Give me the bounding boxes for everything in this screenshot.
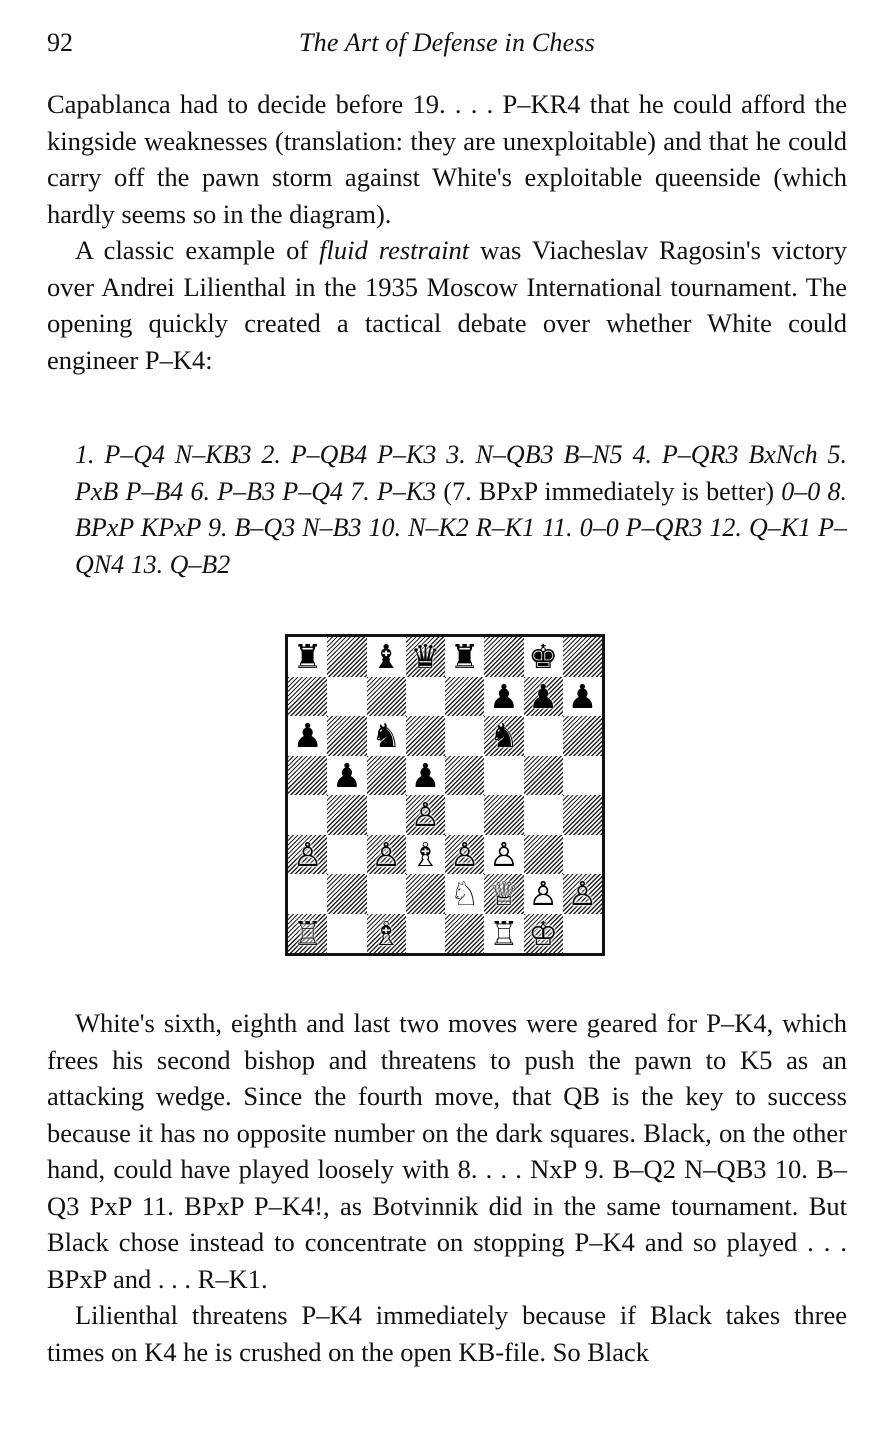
white-pawn-icon: ♙: [371, 834, 401, 874]
fluid-restraint-text-after: was Viacheslav Ragosin's victory over Andrei Lilienthal in the 1935 Moscow International tournament. The opening quickly created a tactical debate over whether White could engineer P–K4:: [47, 235, 847, 375]
square-g3: [524, 835, 563, 875]
black-king-icon: ♚: [528, 637, 558, 677]
square-c3: [367, 835, 406, 875]
black-pawn-icon: ♟: [292, 716, 323, 756]
square-b7: [327, 677, 366, 717]
square-a4: [288, 795, 327, 835]
black-pawn-icon: ♟: [528, 676, 558, 716]
square-a8: [288, 637, 327, 677]
square-g2: [524, 874, 563, 914]
square-c6: [367, 716, 406, 756]
square-g5: [524, 756, 563, 796]
square-d2: [406, 874, 445, 914]
square-f8: [484, 637, 523, 677]
square-a2: [288, 874, 327, 914]
square-d7: [406, 677, 445, 717]
square-c5: [367, 756, 406, 796]
paragraph-capablanca: Capablanca had to decide before 19. . . . P–KR4 that he could afford the kingside weaknesses (translation: they are unexploitable) and that he could carry off the pawn storm against White's exploitable queenside (which hardly seems so in the diagram).: [47, 89, 847, 229]
moves-part-2: 0–0 8. BPxP KPxP 9. B–Q3 N–B3 10. N–K2 R–K1 11. 0–0 P–QR3 12. Q–K1 P–QN4 13. Q–B2: [75, 476, 848, 579]
page-number: 92: [47, 28, 73, 57]
square-g6: [524, 716, 563, 756]
square-h3: [563, 835, 602, 875]
moves-comment: (7. BPxP immediately is better): [436, 476, 782, 506]
square-e8: [445, 637, 484, 677]
square-b4: [327, 795, 366, 835]
black-rook-icon: ♜: [449, 637, 480, 677]
square-d8: [406, 637, 445, 677]
white-pawn-icon: ♙: [489, 834, 519, 874]
square-h7: [563, 677, 602, 717]
moves-part-1: 1. P–Q4 N–KB3 2. P–QB4 P–K3 3. N–QB3 B–N5 4. P–QR3 BxNch 5. PxB P–B4 6. P–B3 P–Q4 7. P–K3: [75, 440, 847, 506]
black-rook-icon: ♜: [292, 637, 323, 677]
square-a7: [288, 677, 327, 717]
square-b8: [327, 637, 366, 677]
square-b2: [327, 874, 366, 914]
white-bishop-icon: ♗: [410, 834, 441, 874]
square-c8: [367, 637, 406, 677]
square-b3: [327, 835, 366, 875]
square-h5: [563, 756, 602, 796]
running-title: The Art of Defense in Chess: [299, 28, 595, 57]
black-bishop-icon: ♝: [371, 637, 401, 677]
black-pawn-icon: ♟: [410, 755, 441, 795]
black-knight-icon: ♞: [489, 716, 519, 756]
square-f2: [484, 874, 523, 914]
square-f5: [484, 756, 523, 796]
square-g8: [524, 637, 563, 677]
paragraph-white-moves: White's sixth, eighth and last two moves were geared for P–K4, which frees his second bishop and threatens to push the pawn to K5 as an attacking wedge. Since the fourth move, that QB is the key to success because it has no opposite number on the dark squares. Black, on the other hand, could have played loosely with 8. . . . NxP 9. B–Q2 N–QB3 10. B–Q3 PxP 11. BPxP P–K4!, as Botvinnik did in the same tournament. But Black chose instead to concentrate on stopping P–K4 and so played . . . BPxP and . . . R–K1.: [47, 1008, 847, 1294]
white-queen-icon: ♕: [489, 874, 519, 914]
game-moves: [75, 437, 847, 583]
square-f7: [484, 677, 523, 717]
square-h8: [563, 637, 602, 677]
square-a5: [288, 756, 327, 796]
white-pawn-icon: ♙: [567, 874, 598, 914]
square-e6: [445, 716, 484, 756]
square-c4: [367, 795, 406, 835]
fluid-restraint-text-before: A classic example of: [75, 235, 320, 265]
text-block-upper: [47, 86, 847, 378]
square-d6: [406, 716, 445, 756]
chess-diagram: [285, 634, 605, 956]
square-h4: [563, 795, 602, 835]
text-block-lower: [47, 1005, 847, 1370]
chess-board: [288, 637, 602, 953]
white-rook-icon: ♖: [292, 913, 323, 953]
square-c1: [367, 914, 406, 954]
white-knight-icon: ♘: [449, 874, 480, 914]
square-c7: [367, 677, 406, 717]
square-e5: [445, 756, 484, 796]
square-h1: [563, 914, 602, 954]
square-b6: [327, 716, 366, 756]
square-h2: [563, 874, 602, 914]
paragraph-fluid-restraint: [47, 232, 847, 378]
square-a6: [288, 716, 327, 756]
square-g1: [524, 914, 563, 954]
square-a3: [288, 835, 327, 875]
square-d1: [406, 914, 445, 954]
square-d5: [406, 756, 445, 796]
square-b1: [327, 914, 366, 954]
white-pawn-icon: ♙: [410, 795, 441, 835]
square-d4: [406, 795, 445, 835]
square-g7: [524, 677, 563, 717]
black-pawn-icon: ♟: [332, 755, 362, 795]
paragraph-lilienthal-threat: Lilienthal threatens P–K4 immediately because if Black takes three times on K4 he is crushed on the open KB-file. So Black: [47, 1300, 847, 1367]
white-pawn-icon: ♙: [292, 834, 323, 874]
black-pawn-icon: ♟: [567, 676, 598, 716]
square-h6: [563, 716, 602, 756]
square-f3: [484, 835, 523, 875]
square-e7: [445, 677, 484, 717]
square-e2: [445, 874, 484, 914]
fluid-restraint-term: fluid restraint: [319, 235, 470, 265]
black-queen-icon: ♛: [410, 637, 441, 677]
square-f1: [484, 914, 523, 954]
square-e1: [445, 914, 484, 954]
square-e3: [445, 835, 484, 875]
black-knight-icon: ♞: [371, 716, 401, 756]
square-e4: [445, 795, 484, 835]
white-bishop-icon: ♗: [371, 913, 401, 953]
square-c2: [367, 874, 406, 914]
square-b5: [327, 756, 366, 796]
white-king-icon: ♔: [528, 913, 558, 953]
square-a1: [288, 914, 327, 954]
square-d3: [406, 835, 445, 875]
black-pawn-icon: ♟: [489, 676, 519, 716]
white-pawn-icon: ♙: [449, 834, 480, 874]
white-rook-icon: ♖: [489, 913, 519, 953]
square-g4: [524, 795, 563, 835]
white-pawn-icon: ♙: [528, 874, 558, 914]
page-header: [47, 28, 847, 68]
square-f6: [484, 716, 523, 756]
square-f4: [484, 795, 523, 835]
